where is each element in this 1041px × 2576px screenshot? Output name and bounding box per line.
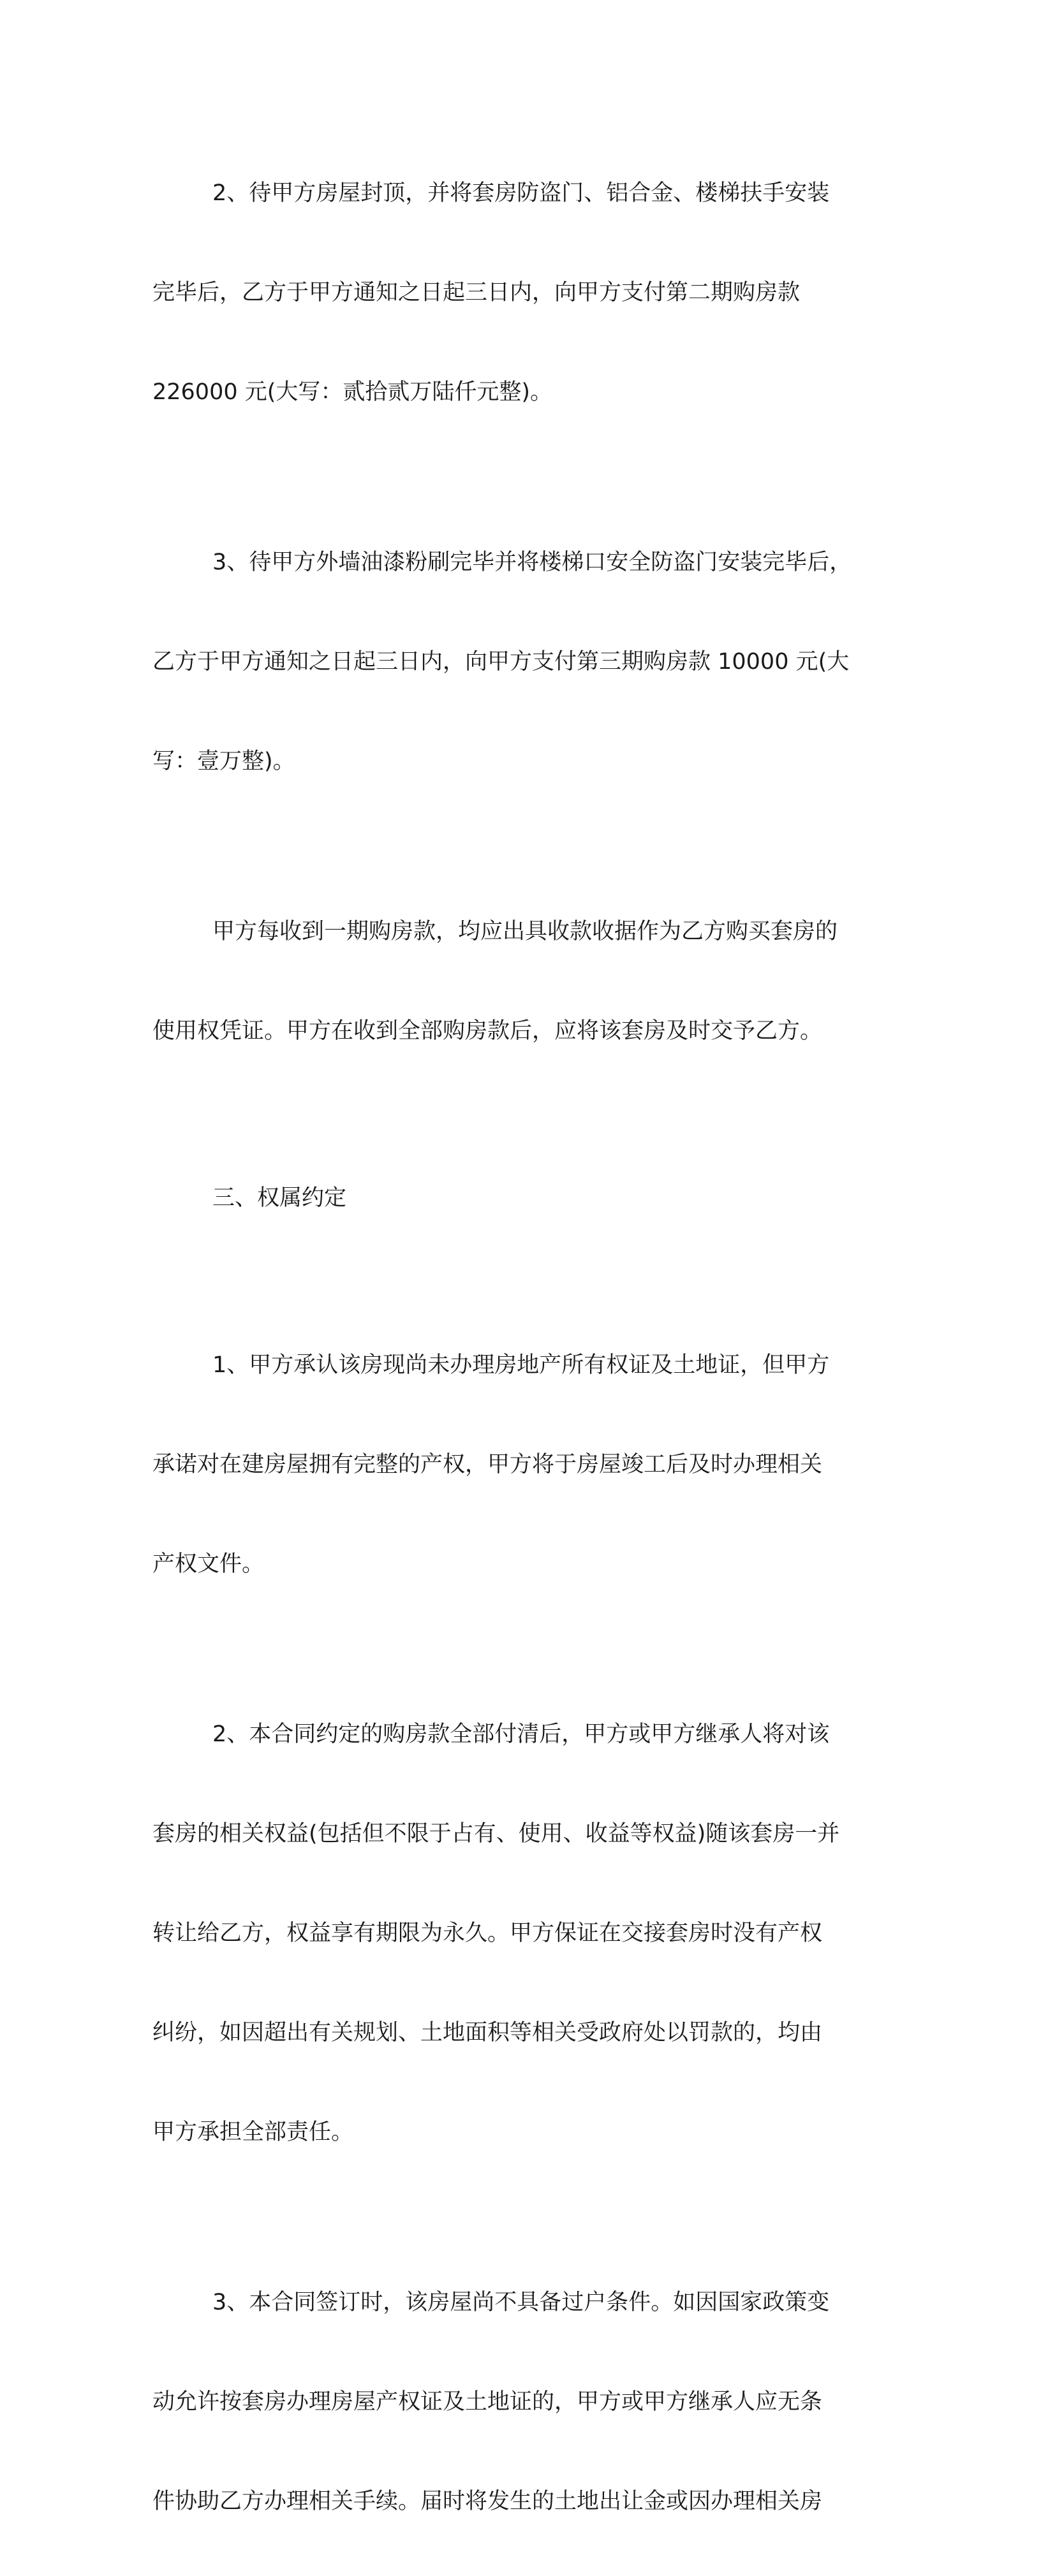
paragraph-third-payment: [152, 488, 886, 836]
text-line: 226000 元(大写：贰拾贰万陆仟元整)。: [152, 379, 553, 405]
paragraph-spacer: [152, 1106, 886, 1123]
paragraph-spacer: [152, 836, 886, 857]
text-line: 动允许按套房办理房屋产权证及土地证的，甲方或甲方继承人应无条: [152, 2389, 823, 2415]
text-line: 1、甲方承认该房现尚未办理房地产所有权证及土地证，但甲方: [212, 1352, 830, 1378]
paragraph-spacer: [152, 1273, 886, 1291]
text-line: 甲方承担全部责任。: [152, 2119, 354, 2145]
text-line: 3、本合同签订时，该房屋尚不具备过户条件。如因国家政策变: [212, 2290, 830, 2315]
paragraph-ownership-1: [152, 1291, 886, 1639]
text-line: 2、本合同约定的购房款全部付清后，甲方或甲方继承人将对该: [212, 1722, 830, 1747]
section-title: 三、权属约定: [212, 1185, 347, 1211]
text-line: 产权文件。: [152, 1551, 265, 1577]
paragraph-ownership-3: [152, 2228, 886, 2576]
text-line: 完毕后，乙方于甲方通知之日起三日内，向甲方支付第二期购房款: [152, 280, 801, 305]
text-line: 乙方于甲方通知之日起三日内，向甲方支付第三期购房款 10000 元(大: [152, 649, 850, 675]
text-line: 套房的相关权益(包括但不限于占有、使用、收益等权益)随该套房一并: [152, 1821, 840, 1847]
text-line: 转让给乙方，权益享有期限为永久。甲方保证在交接套房时没有产权: [152, 1921, 823, 1946]
text-line: 件协助乙方办理相关手续。届时将发生的土地出让金或因办理相关房: [152, 2489, 823, 2514]
text-line: 写：壹万整)。: [152, 749, 295, 774]
text-line: 甲方每收到一期购房款，均应出具收款收据作为乙方购买套房的: [212, 919, 838, 944]
paragraph-receipt-clause: [152, 857, 886, 1106]
document-body: [152, 119, 886, 2576]
text-line: 承诺对在建房屋拥有完整的产权，甲方将于房屋竣工后及时办理相关: [152, 1452, 823, 1477]
text-line: 2、待甲方房屋封顶，并将套房防盗门、铝合金、楼梯扶手安装: [212, 180, 830, 206]
paragraph-second-payment: [152, 119, 886, 467]
paragraph-ownership-2: [152, 1660, 886, 2207]
text-line: 3、待甲方外墙油漆粉刷完毕并将楼梯口安全防盗门安装完毕后，: [212, 550, 852, 575]
text-line: 使用权凭证。甲方在收到全部购房款后，应将该套房及时交予乙方。: [152, 1018, 823, 1044]
section-heading-ownership: [152, 1123, 886, 1273]
paragraph-spacer: [152, 1639, 886, 1660]
text-line: 纠纷，如因超出有关规划、土地面积等相关受政府处以罚款的，均由: [152, 2020, 823, 2045]
paragraph-spacer: [152, 467, 886, 488]
paragraph-spacer: [152, 2207, 886, 2228]
